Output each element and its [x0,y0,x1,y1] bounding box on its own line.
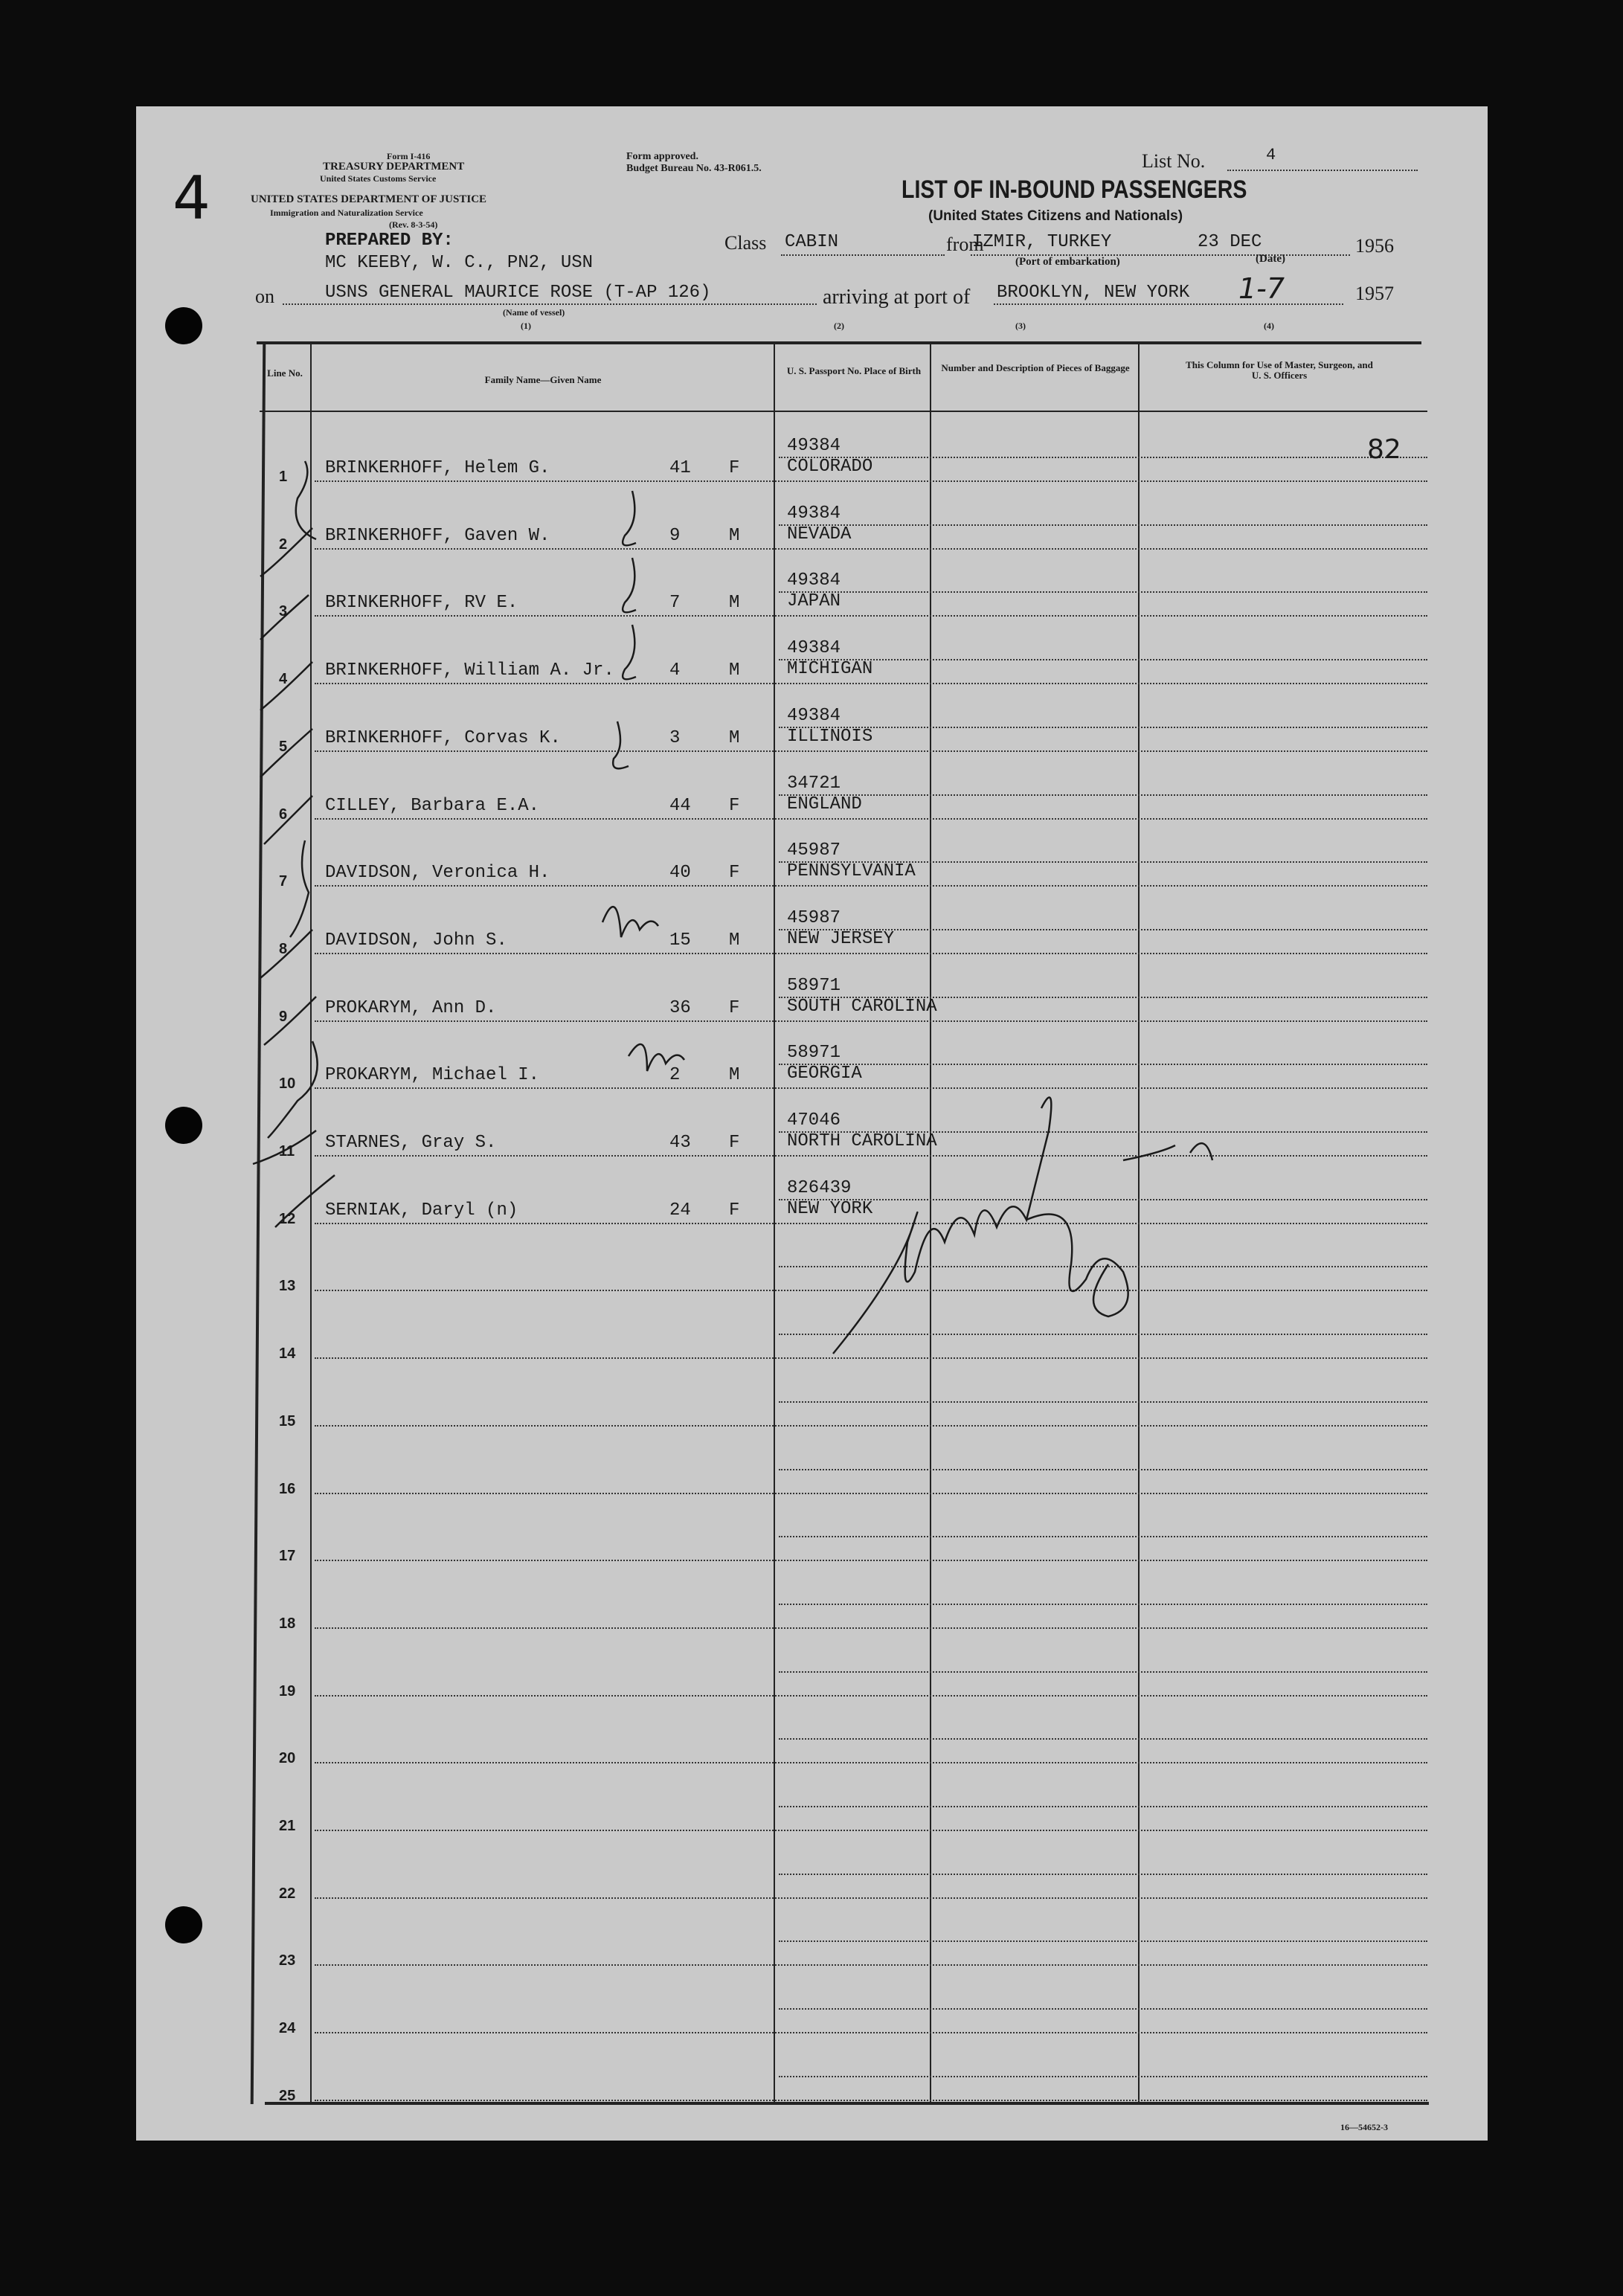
passenger-sex: M [729,1065,740,1086]
place-of-birth: NORTH CAROLINA [787,1131,937,1151]
passenger-age: 4 [669,660,681,681]
row-rule [315,1425,1427,1427]
passport-number: 45987 [787,840,841,861]
initials-mark [629,1044,684,1071]
place-of-birth: SOUTH CAROLINA [787,996,937,1017]
check-mark [275,1175,335,1227]
place-of-birth: PENNSYLVANIA [787,861,916,882]
arriving-label: arriving at port of [823,286,971,309]
passenger-sex: F [729,795,740,816]
signature [1123,1143,1212,1160]
passenger-name: CILLEY, Barbara E.A. [325,795,540,816]
passenger-age: 15 [669,930,691,951]
port-line [994,303,1343,305]
passenger-name: BRINKERHOFF, RV E. [325,593,518,614]
line-number: 2 [279,536,288,553]
date-caption: (Date) [1256,253,1285,265]
row-rule [315,1493,1427,1494]
passport-number: 49384 [787,570,841,591]
arrival-port: BROOKLYN, NEW YORK [997,283,1190,303]
passenger-name: DAVIDSON, Veronica H. [325,863,550,884]
check-mark [253,1131,316,1164]
line-number: 7 [279,873,288,890]
passenger-sex: M [729,727,740,748]
line-number: 23 [279,1952,296,1969]
place-of-birth: NEW JERSEY [787,928,895,949]
line-number: 16 [279,1480,296,1497]
passenger-mark [613,721,629,768]
place-of-birth: ILLINOIS [787,726,873,747]
place-of-birth: GEORGIA [787,1064,862,1084]
line-number: 9 [279,1008,288,1025]
row-rule [315,2100,1427,2101]
line-number: 15 [279,1412,296,1430]
passenger-age: 7 [669,593,681,614]
passenger-age: 3 [669,727,681,748]
vessel-caption: (Name of vessel) [503,307,565,318]
caption-1: (1) [521,321,531,331]
col-header-line-no: Line No. [267,367,303,379]
row-rule-upper [779,1874,1427,1875]
line-number: 6 [279,805,288,823]
passenger-age: 9 [669,525,681,546]
list-no-line [1227,170,1418,171]
margin-mark: 4 [173,164,210,233]
caption-2: (2) [834,321,844,331]
passenger-name: PROKARYM, Michael I. [325,1065,540,1086]
row-rule [315,1627,1427,1629]
budget-bureau: Budget Bureau No. 43-R061.5. [626,163,762,174]
passport-number: 49384 [787,436,841,456]
binder-hole [165,307,202,344]
line-number: 18 [279,1615,296,1632]
passenger-mark [623,558,636,612]
table-top-border [257,341,1421,344]
passenger-age: 24 [669,1200,691,1221]
from-label: from [946,234,984,255]
prepared-by-label: PREPARED BY: [325,231,454,251]
passport-number: 34721 [787,773,841,794]
customs-service: United States Customs Service [320,173,437,184]
passenger-name: STARNES, Gray S. [325,1133,497,1153]
line-number: 10 [279,1075,296,1093]
revision: (Rev. 8-3-54) [389,219,438,230]
binder-hole [165,1906,202,1943]
passport-number: 49384 [787,705,841,726]
passport-number: 47046 [787,1110,841,1131]
footer-code: 16—54652-3 [1340,2122,1388,2132]
passenger-name: BRINKERHOFF, Helem G. [325,458,550,478]
ins-service: Immigration and Naturalization Service [270,208,423,218]
passenger-age: 40 [669,863,691,884]
check-mark [296,461,316,539]
passenger-mark [623,491,636,545]
form-number: Form I-416 [387,151,431,161]
class-value: CABIN [785,232,839,252]
passenger-name: DAVIDSON, John S. [325,930,507,951]
passenger-name: BRINKERHOFF, William A. Jr. [325,660,614,681]
row-rule-upper [779,1940,1427,1942]
line-number: 25 [279,2087,296,2104]
passenger-age: 44 [669,795,691,816]
passenger-sex: F [729,997,740,1018]
passenger-sex: F [729,1200,740,1221]
passport-number: 58971 [787,975,841,996]
row-rule-upper [779,2076,1427,2077]
line-number: 20 [279,1750,296,1767]
passport-number: 45987 [787,907,841,928]
row-rule-upper [779,1604,1427,1605]
arrival-date-handwritten: 1-7 [1238,272,1285,305]
row-rule-upper [779,1401,1427,1403]
form-approved: Form approved. [626,151,698,162]
passenger-sex: M [729,593,740,614]
form-title: LIST OF IN-BOUND PASSENGERS [902,176,1247,204]
check-mark [260,595,309,640]
col-header-passport: U. S. Passport No. Place of Birth [786,365,922,376]
embark-caption: (Port of embarkation) [1015,256,1120,268]
passenger-name: BRINKERHOFF, Gaven W. [325,525,550,546]
row-rule [315,1830,1427,1831]
row-rule [315,2032,1427,2033]
line-number: 21 [279,1818,296,1834]
row-rule [315,1695,1427,1697]
prepared-by-value: MC KEEBY, W. C., PN2, USN [325,253,594,273]
vessel-name: USNS GENERAL MAURICE ROSE (T-AP 126) [325,283,711,303]
header-row-bottom [260,411,1427,412]
passenger-sex: F [729,458,740,478]
place-of-birth: MICHIGAN [787,659,873,680]
from-value: IZMIR, TURKEY [972,232,1112,252]
place-of-birth: NEW YORK [787,1198,873,1219]
place-of-birth: COLORADO [787,457,873,477]
passenger-sex: F [729,1133,740,1153]
check-mark [290,840,309,937]
check-mark [260,729,312,777]
officer-note: 82 [1367,434,1401,465]
line-number: 19 [279,1682,296,1700]
line-number: 3 [279,603,288,620]
passport-number: 49384 [787,503,841,524]
check-mark [268,1041,318,1138]
binder-hole [165,1107,202,1144]
list-no-value: 4 [1266,146,1276,164]
vessel-line [283,303,817,305]
line-number: 13 [279,1278,296,1295]
passenger-sex: M [729,525,740,546]
passenger-name: SERNIAK, Daryl (n) [325,1200,518,1221]
line-number: 8 [279,940,288,957]
form-subtitle: (United States Citizens and Nationals) [928,208,1183,224]
row-rule [315,1897,1427,1899]
passenger-mark [623,625,636,679]
class-label: Class [724,232,767,254]
row-rule-upper [779,1806,1427,1807]
line-number: 14 [279,1345,296,1363]
row-rule-upper [779,1536,1427,1537]
check-mark [260,930,312,978]
passenger-age: 43 [669,1133,691,1153]
line-number: 1 [279,469,288,485]
year-one: 1956 [1355,235,1394,257]
table-bottom-border [265,2102,1429,2105]
row-rule-upper [779,1469,1427,1470]
row-rule [315,1762,1427,1763]
passenger-age: 41 [669,458,691,478]
passport-number: 826439 [787,1177,852,1198]
line-number: 22 [279,1885,296,1902]
passenger-age: 2 [669,1065,681,1086]
passenger-age: 36 [669,997,691,1018]
passenger-sex: M [729,660,740,681]
class-line [781,254,945,256]
signature [833,1097,1051,1354]
passport-number: 58971 [787,1043,841,1064]
row-rule [315,1560,1427,1561]
place-of-birth: NEVADA [787,524,852,544]
line-number: 11 [279,1143,295,1160]
row-rule-upper [779,1738,1427,1740]
justice-dept: UNITED STATES DEPARTMENT OF JUSTICE [251,193,487,205]
check-mark [264,997,316,1045]
list-no-label: List No. [1142,150,1206,172]
row-rule-upper [779,1671,1427,1673]
col-header-baggage: Number and Description of Pieces of Baggage [941,362,1130,373]
initials-mark [602,907,658,937]
handwritten-check-marks [245,417,1324,1398]
line-number: 5 [279,738,288,755]
row-rule-upper [779,2008,1427,2010]
place-of-birth: JAPAN [787,591,841,612]
line-number: 17 [279,1548,296,1565]
passport-number: 49384 [787,638,841,659]
passenger-name: BRINKERHOFF, Corvas K. [325,727,561,748]
caption-3: (3) [1015,321,1026,331]
check-mark [264,796,312,844]
check-mark [260,662,312,710]
passenger-sex: M [729,930,740,951]
line-number: 12 [279,1210,296,1227]
row-rule [315,1964,1427,1966]
place-of-birth: ENGLAND [787,794,862,814]
date-value: 23 DEC [1198,232,1262,252]
on-label: on [255,286,274,307]
passenger-name: PROKARYM, Ann D. [325,997,497,1018]
year-two: 1957 [1355,283,1394,304]
caption-4: (4) [1264,321,1274,331]
signature [1026,1215,1128,1317]
col-header-officers: This Column for Use of Master, Surgeon, and U. S. Officers [1186,359,1373,381]
line-number: 4 [279,671,288,688]
passenger-sex: F [729,863,740,884]
col-header-name: Family Name—Given Name [484,374,602,385]
line-number: 24 [279,2020,296,2037]
treasury-dept: TREASURY DEPARTMENT [323,161,465,173]
check-mark [260,528,312,576]
